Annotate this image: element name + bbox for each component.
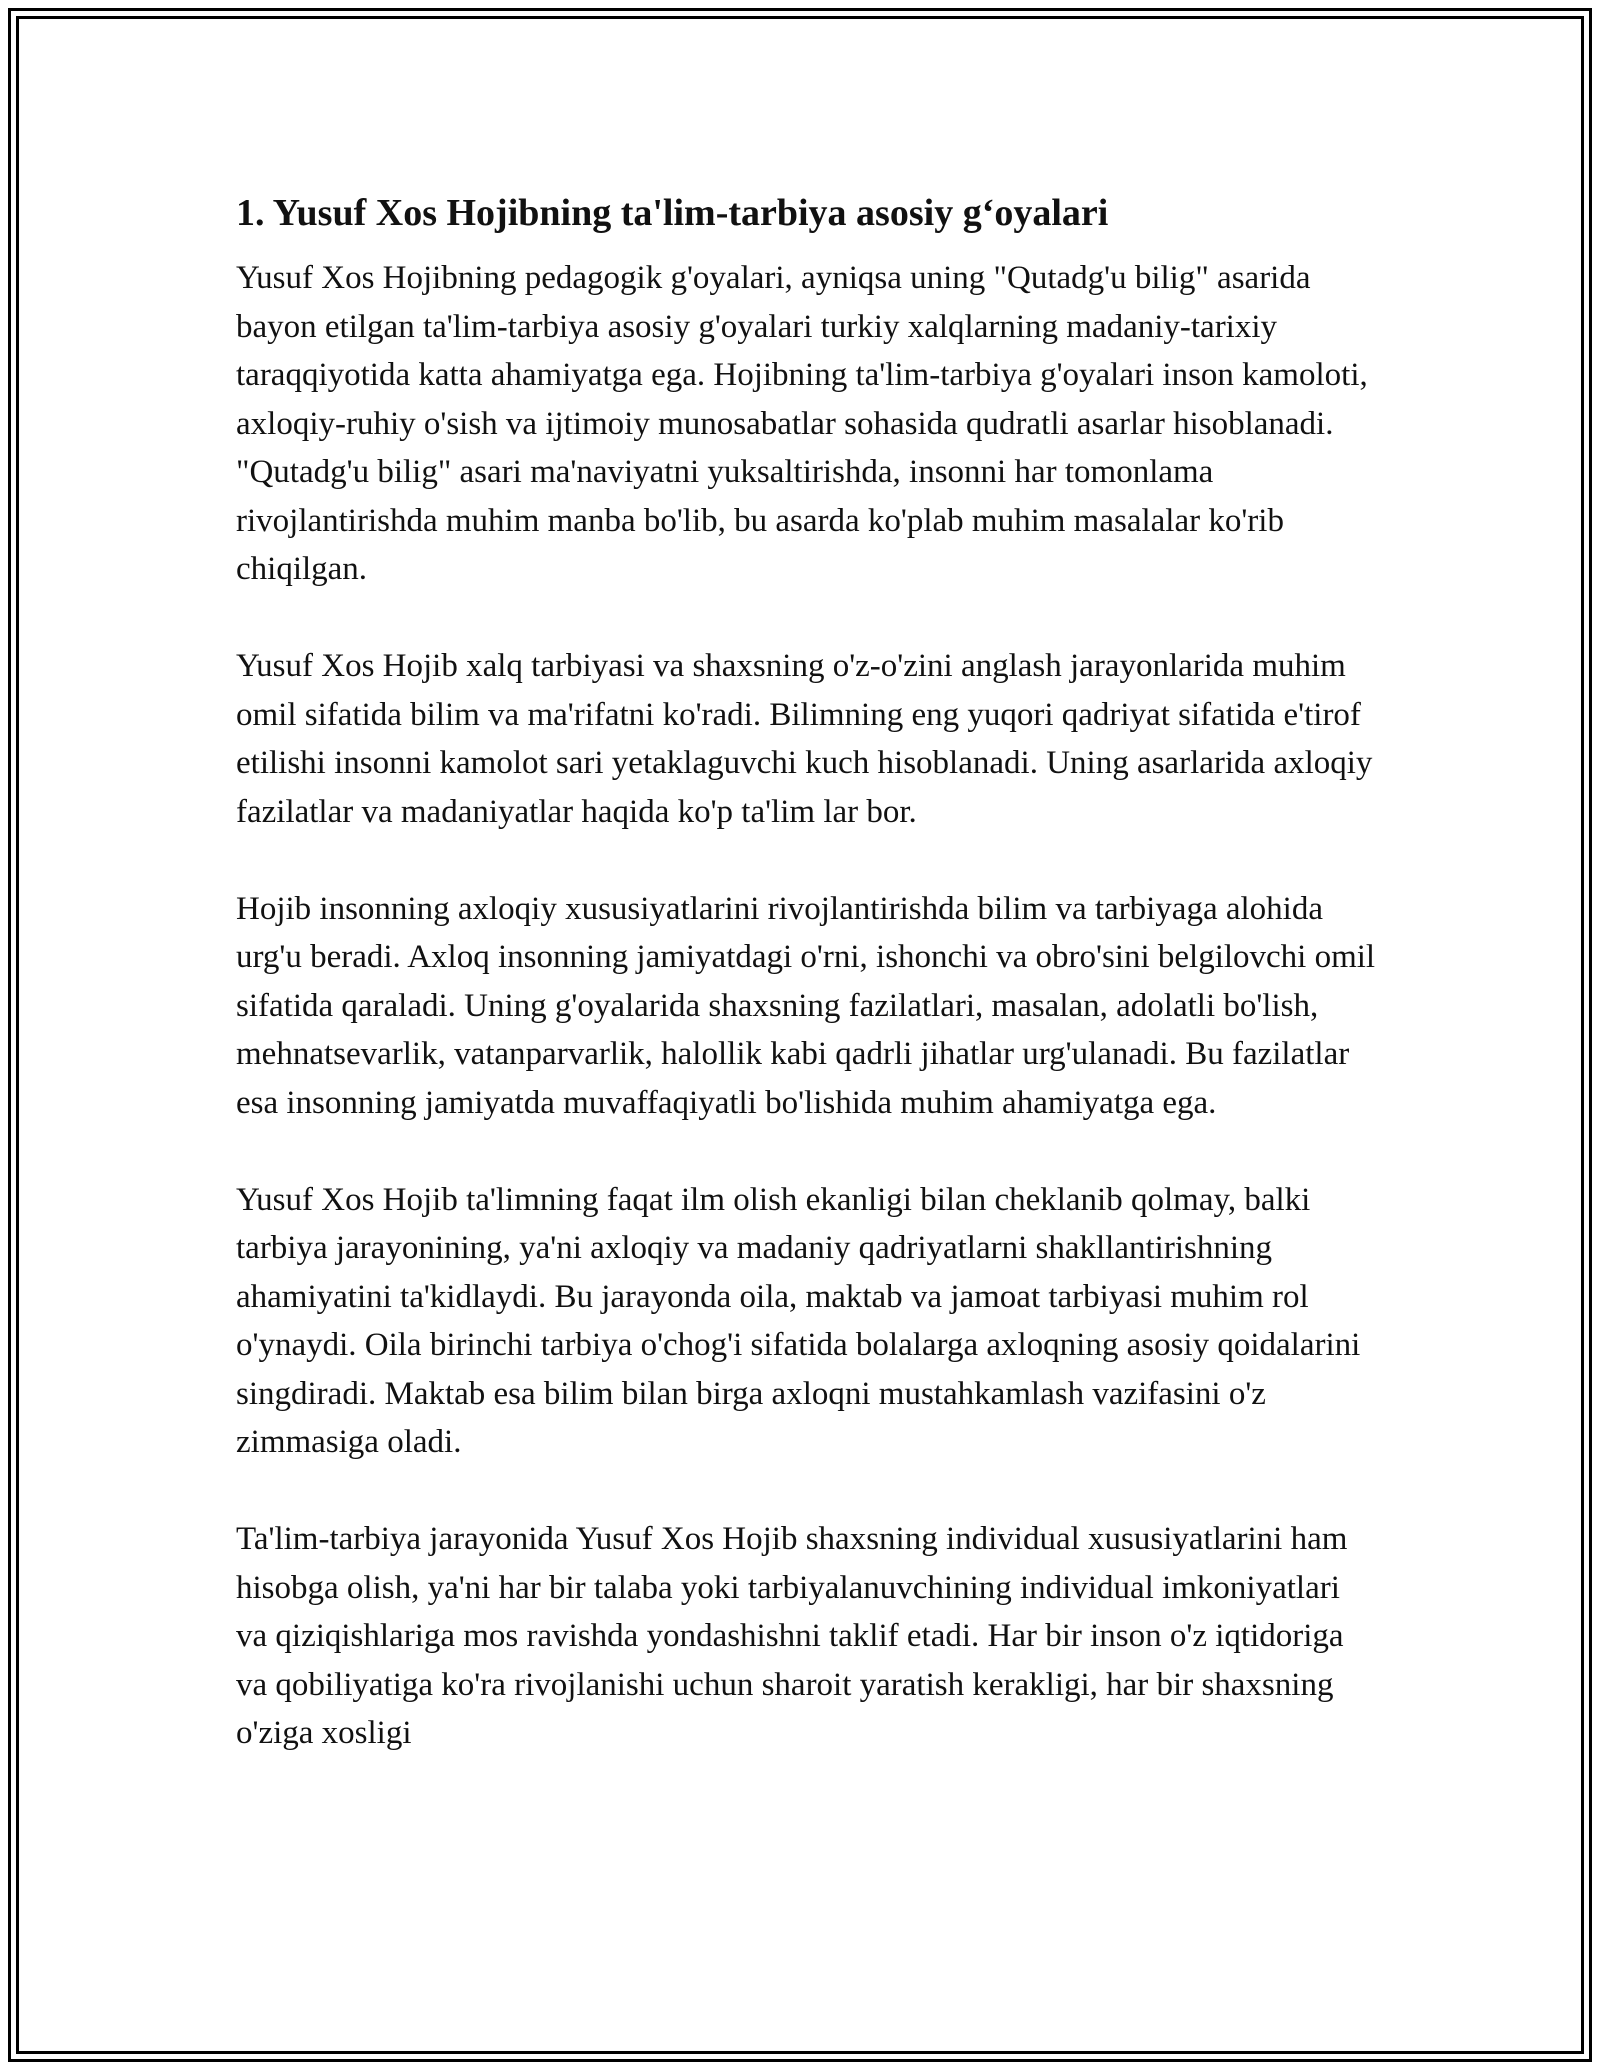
paragraph-5: Ta'lim-tarbiya jarayonida Yusuf Xos Hojib shaxsning individual xususiyatlarini ham hisobga olish, ya'ni har bir talaba yoki tarbiyalanuvchining individual imkoniyatlari va qiziqishlariga mos ravishda yondashishni taklif etadi. Har bir inson o'z iqtidoriga va qobiliyatiga ko'ra rivojlanishi uchun sharoit yaratish kerakligi, har bir shaxsning o'ziga xosligi [236,1521,1348,1751]
paragraph-1: Yusuf Xos Hojibning pedagogik g'oyalari, ayniqsa uning "Qutadg'u bilig" asarida bayon etilgan ta'lim-tarbiya asosiy g'oyalari turkiy xalqlarning madaniy-tarixiy taraqqiyotida katta ahamiyatga ega. Hojibning ta'lim-tarbiya g'oyalari inson kamoloti, axloqiy-ruhiy o'sish va ijtimoiy munosabatlar sohasida qudratli asarlar hisoblanadi. "Qutadg'u bilig" asari ma'naviyatni yuksaltirishda, insonni har tomonlama rivojlantirishda muhim manba bo'lib, bu asarda ko'plab muhim masalalar ko'rib chiqilgan. [236,260,1368,587]
paragraph-2: Yusuf Xos Hojib xalq tarbiyasi va shaxsning o'z-o'zini anglash jarayonlarida muhim omil sifatida bilim va ma'rifatni ko'radi. Bilimning eng yuqori qadriyat sifatida e'tirof etilishi insonni kamolot sari yetaklaguvchi kuch hisoblanadi. Uning asarlarida axloqiy fazilatlar va madaniyatlar haqida ko'p ta'lim lar bor. [236,648,1373,830]
section-heading: 1. Yusuf Xos Hojibning ta'lim-tarbiya asosiy g‘oyalari [236,192,1109,234]
paragraph-4: Yusuf Xos Hojib ta'limning faqat ilm olish ekanligi bilan cheklanib qolmay, balki tarbiya jarayonining, ya'ni axloqiy va madaniy qadriyatlarni shakllantirishning ahamiyatini ta'kidlaydi. Bu jarayonda oila, maktab va jamoat tarbiyasi muhim rol o'ynaydi. Oila birinchi tarbiya o'chog'i sifatida bolalarga axloqning asosiy qoidalarini singdiradi. Maktab esa bilim bilan birga axloqni mustahkamlash vazifasini o'z zimmasiga oladi. [236,1181,1361,1460]
paragraph-3: Hojib insonning axloqiy xususiyatlarini rivojlantirishda bilim va tarbiyaga alohida urg'u beradi. Axloq insonning jamiyatdagi o'rni, ishonchi va obro'sini belgilovchi omil sifatida qaraladi. Uning g'oyalarida shaxsning fazilatlari, masalan, adolatli bo'lish, mehnatsevarlik, vatanparvarlik, halollik kabi qadrli jihatlar urg'ulanadi. Bu fazilatlar esa insonning jamiyatda muvaffaqiyatli bo'lishida muhim ahamiyatga ega. [236,890,1376,1121]
document-body [236,186,1376,1758]
